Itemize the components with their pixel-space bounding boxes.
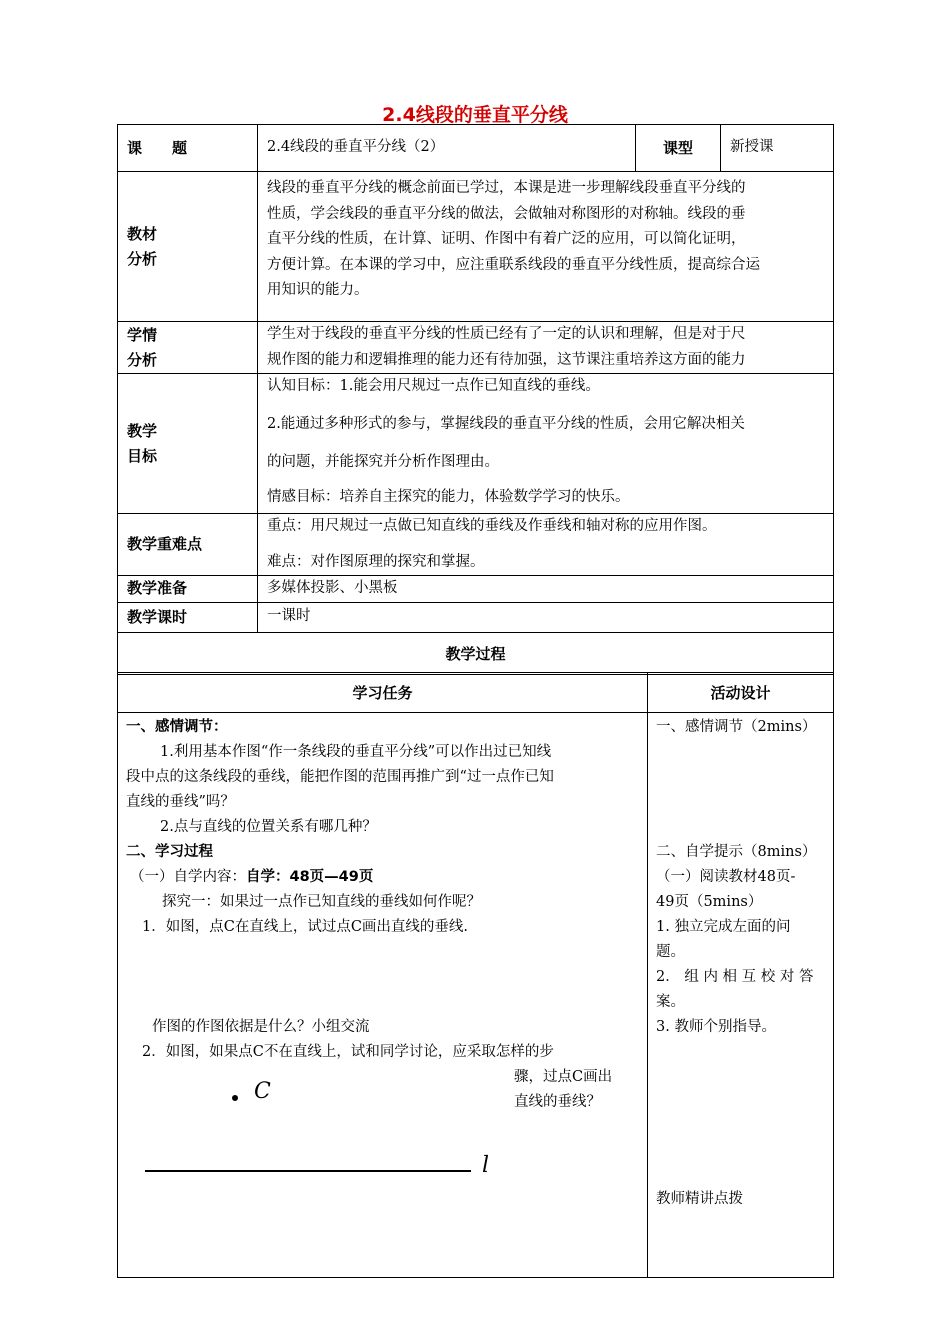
activity-line: 2． 组 内 相 互 校 对 答 bbox=[656, 969, 814, 985]
material-line: 性质，学会线段的垂直平分线的做法，会做轴对称图形的对称轴。线段的垂 bbox=[267, 205, 746, 222]
document-title: 2.4线段的垂直平分线 bbox=[382, 104, 568, 126]
activity-line: 一、感情调节（2mins） bbox=[656, 719, 817, 735]
col-task-header: 学习任务 bbox=[118, 673, 648, 713]
goal-line: 的问题，并能探究并分析作图理由。 bbox=[267, 454, 499, 470]
goals-label-line2: 目标 bbox=[127, 446, 158, 465]
self-study-content bbox=[130, 865, 639, 890]
students-label-line2: 分析 bbox=[127, 350, 158, 369]
activity-cell bbox=[648, 713, 834, 1278]
lesson-info-table bbox=[117, 124, 834, 675]
hours-label: 教学课时 bbox=[118, 602, 258, 632]
self-study-pages: 自学：48页—49页 bbox=[246, 869, 374, 885]
s1-question1-cont: 直线的垂线”吗？ bbox=[126, 794, 235, 810]
material-line: 方便计算。在本课的学习中，应注重联系线段的垂直平分线性质，提高综合运 bbox=[267, 256, 760, 273]
material-line: 直平分线的性质，在计算、证明、作图中有着广泛的应用，可以简化证明， bbox=[267, 231, 746, 247]
activity-line: 题。 bbox=[656, 944, 685, 960]
process-table bbox=[117, 672, 834, 1278]
process-header: 教学过程 bbox=[118, 632, 834, 674]
goal-line: 情感目标：培养自主探究的能力，体验数学学习的快乐。 bbox=[267, 488, 630, 505]
activity-line: 3. 教师个别指导。 bbox=[656, 1019, 776, 1035]
figure-line-label: l bbox=[482, 1153, 490, 1178]
activity-line: 教师精讲点拨 bbox=[656, 1191, 743, 1207]
material-label-line1: 教材 bbox=[127, 224, 158, 243]
goals-label bbox=[118, 374, 258, 514]
figure-line bbox=[145, 1170, 471, 1172]
students-label-line1: 学情 bbox=[127, 325, 158, 344]
topic-value: 2.4线段的垂直平分线（2） bbox=[258, 125, 636, 172]
goal-line: 2.能通过多种形式的参与，掌握线段的垂直平分线的性质，会用它解决相关 bbox=[267, 415, 745, 432]
item1-text: 1．如图，点C在直线上，试过点C画出直线的垂线. bbox=[142, 919, 469, 935]
section2-title: 二、学习过程 bbox=[126, 844, 213, 860]
construction-basis: 作图的作图依据是什么？小组交流 bbox=[152, 1019, 370, 1035]
students-line: 规作图的能力和逻辑推理的能力还有待加强，这节课注重培养这方面的能力 bbox=[267, 351, 746, 368]
s1-question1-cont: 段中点的这条线段的垂线，能把作图的范围再推广到“过一点作已知 bbox=[126, 769, 554, 785]
material-analysis bbox=[258, 172, 834, 322]
key-points-label: 教学重难点 bbox=[118, 514, 258, 576]
goal-line: 认知目标：1.能会用尺规过一点作已知直线的垂线。 bbox=[267, 378, 600, 394]
teaching-goals bbox=[258, 374, 834, 514]
students-analysis bbox=[258, 322, 834, 374]
prep-value: 多媒体投影、小黑板 bbox=[258, 576, 834, 603]
self-study-prefix: （一）自学内容： bbox=[130, 869, 246, 885]
exploration-one: 探究一：如果过一点作已知直线的垂线如何作呢？ bbox=[162, 894, 481, 910]
figure-point-dot bbox=[232, 1095, 238, 1101]
task-cell bbox=[118, 713, 648, 1278]
figure-point-label: C bbox=[254, 1079, 271, 1104]
activity-line: 49页（5mins） bbox=[656, 894, 763, 910]
s1-question2: 2.点与直线的位置关系有哪几种？ bbox=[160, 819, 377, 835]
goals-label-line1: 教学 bbox=[127, 421, 158, 440]
section1-title: 一、感情调节： bbox=[126, 719, 228, 735]
item2-text: 2．如图，如果点C不在直线上，试和同学讨论，应采取怎样的步 bbox=[142, 1044, 554, 1060]
students-label bbox=[118, 322, 258, 374]
item2-text-cont: 直线的垂线？ bbox=[514, 1094, 601, 1110]
item2-text-cont: 骤，过点C画出 bbox=[514, 1069, 613, 1085]
type-label: 课型 bbox=[636, 125, 721, 172]
activity-line: （一）阅读教材48页- bbox=[656, 869, 796, 885]
key-line: 难点：对作图原理的探究和掌握。 bbox=[267, 553, 485, 570]
activity-line: 案。 bbox=[656, 994, 685, 1010]
material-line: 用知识的能力。 bbox=[267, 282, 369, 298]
key-points bbox=[258, 514, 834, 576]
type-value: 新授课 bbox=[721, 125, 834, 172]
students-line: 学生对于线段的垂直平分线的性质已经有了一定的认识和理解，但是对于尺 bbox=[267, 326, 746, 342]
col-activity-header: 活动设计 bbox=[648, 673, 834, 713]
topic-label: 课 题 bbox=[118, 125, 258, 172]
material-label-line2: 分析 bbox=[127, 249, 158, 268]
key-line: 重点：用尺规过一点做已知直线的垂线及作垂线和轴对称的应用作图。 bbox=[267, 518, 717, 534]
material-label bbox=[118, 172, 258, 322]
material-line: 线段的垂直平分线的概念前面已学过，本课是进一步理解线段垂直平分线的 bbox=[267, 180, 746, 196]
activity-line: 二、自学提示（8mins） bbox=[656, 844, 817, 860]
prep-label: 教学准备 bbox=[118, 576, 258, 603]
hours-value: 一课时 bbox=[258, 602, 834, 632]
activity-line: 1. 独立完成左面的问 bbox=[656, 919, 791, 935]
s1-question1: 1.利用基本作图“作一条线段的垂直平分线”可以作出过已知线 bbox=[160, 744, 552, 760]
